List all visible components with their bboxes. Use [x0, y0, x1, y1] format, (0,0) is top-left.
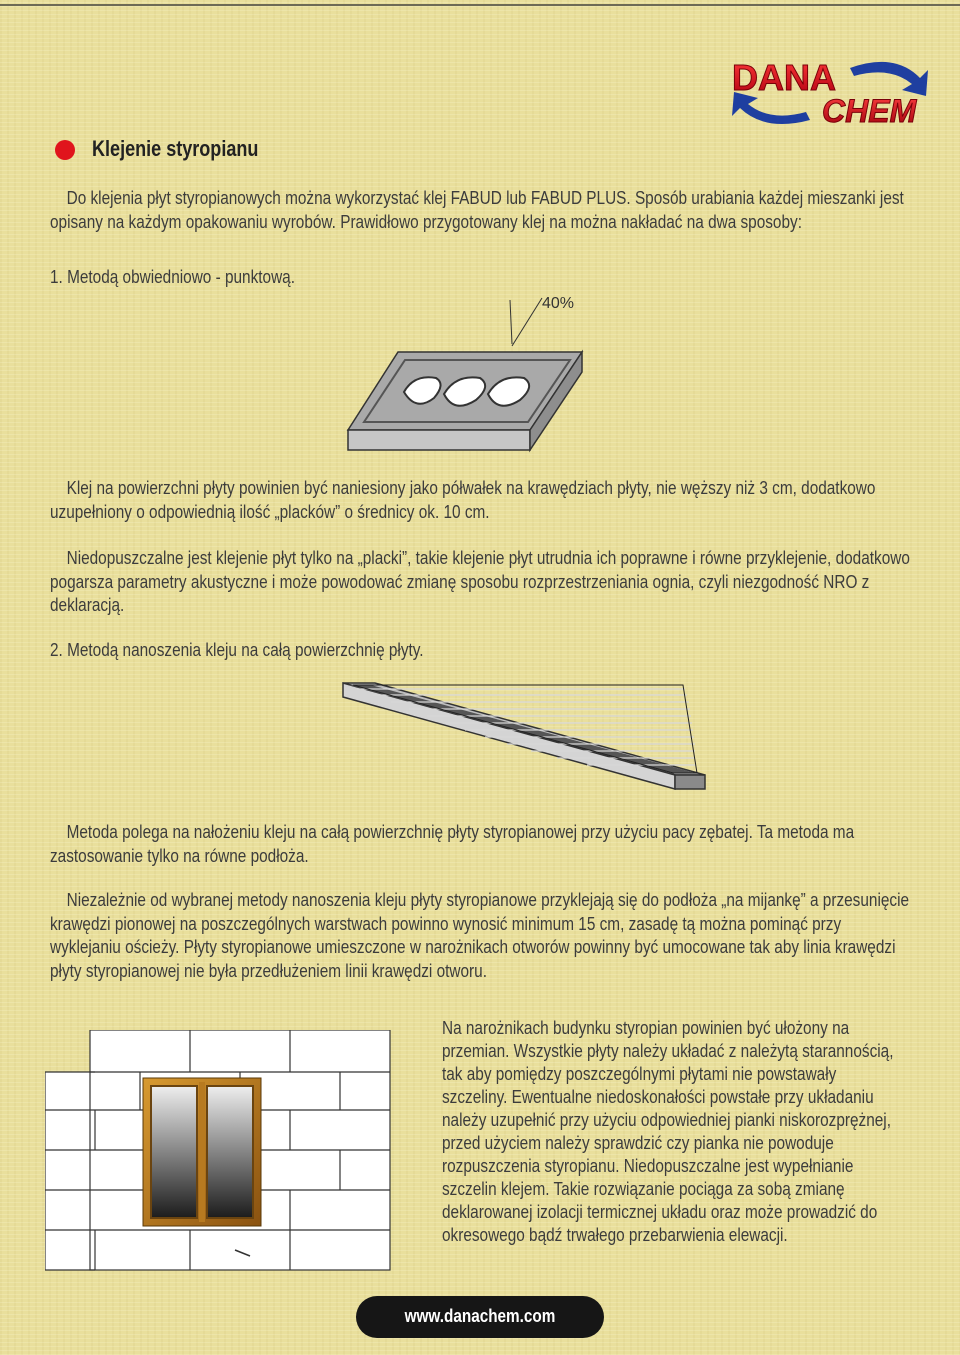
- section-title: Klejenie styropianu: [92, 136, 259, 161]
- percent-label: 40%: [542, 295, 575, 312]
- wall-window-illustration: [45, 1030, 395, 1285]
- top-border-line: [0, 4, 960, 6]
- full-surface-illustration: [335, 675, 710, 800]
- point-method-illustration: [330, 280, 600, 460]
- method1-heading: 1. Metodą obwiedniowo - punktową.: [50, 266, 295, 287]
- logo-text-chem: CHEM: [822, 93, 917, 129]
- offset-paragraph: Niezależnie od wybranej metody nanoszenia kleju płyty styropianowe przyklejają się do podłoża „na mijankę” a przesunięcie krawędzi pionowej na poszczególnych warstwach powinno wynosić minimum 15 cm, zasadę tą można pominąć przy wyklejaniu ościeży. Płyty styropianowe umieszczone w narożnikach otworów powinny być umocowane tak aby linia krawędzi płyty styropianowej nie była przedłużeniem linii krawędzi otworu.: [50, 889, 910, 981]
- corners-paragraph: Na narożnikach budynku styropian powinien być ułożony na przemian. Wszystkie płyty należy układać z należytą starannością, tak aby pomiędzy poszczególnymi płytami nie powstawały szczeliny. Ewentualne niedoskonałości powstałe przy układaniu należy uzupełnić przy użyciu odpowiedniej pianki niskorozprężnej, przed użyciem należy sprawdzić czy pianka nie powoduje rozpuszczenia styropianu. Niedopuszczalne jest wypełnianie szczelin klejem. Takie rozwiązanie pociąga za sobą zmianę deklarowanej izolacji termicznej układu oraz może prowadzić do okresowego bądź trwałego przebarwienia elewacji.: [442, 1017, 894, 1245]
- method1-description: Klej na powierzchni płyty powinien być naniesiony jako półwałek na krawędziach płyty, nie węższy niż 3 cm, dodatkowo uzupełniony o odpowiednią ilość „placków” o średnicy ok. 10 cm.: [50, 477, 876, 522]
- logo-text-dana: DANA: [732, 57, 836, 98]
- method2-description: Metoda polega na nałożeniu kleju na całą powierzchnię płyty styropianowej przy użyciu pacy zębatej. Ta metoda ma zastosowanie tylko na równe podłoża.: [50, 821, 855, 866]
- intro-paragraph: Do klejenia płyt styropianowych można wykorzystać klej FABUD lub FABUD PLUS. Sposób urabiania każdej mieszanki jest opisany na każdym opakowaniu wyrobów. Prawidłowo przygotowany klej na można nakładać na dwa sposoby:: [50, 187, 904, 232]
- warning-paragraph: Niedopuszczalne jest klejenie płyt tylko na „placki”, takie klejenie płyt utrudnia ich poprawne i równe przyklejenie, dodatkowo pogarsza parametry akustyczne i może powodować zmianę sposobu rozprzestrzeniania ognia, czyli niezgodność NRO z deklaracją.: [50, 547, 910, 615]
- website-link[interactable]: [356, 1296, 604, 1338]
- method2-heading: 2. Metodą nanoszenia kleju na całą powierzchnię płyty.: [50, 639, 424, 660]
- website-url-text: www.danachem.com: [404, 1306, 556, 1326]
- danachem-logo: [730, 50, 930, 130]
- section-bullet: [55, 140, 75, 160]
